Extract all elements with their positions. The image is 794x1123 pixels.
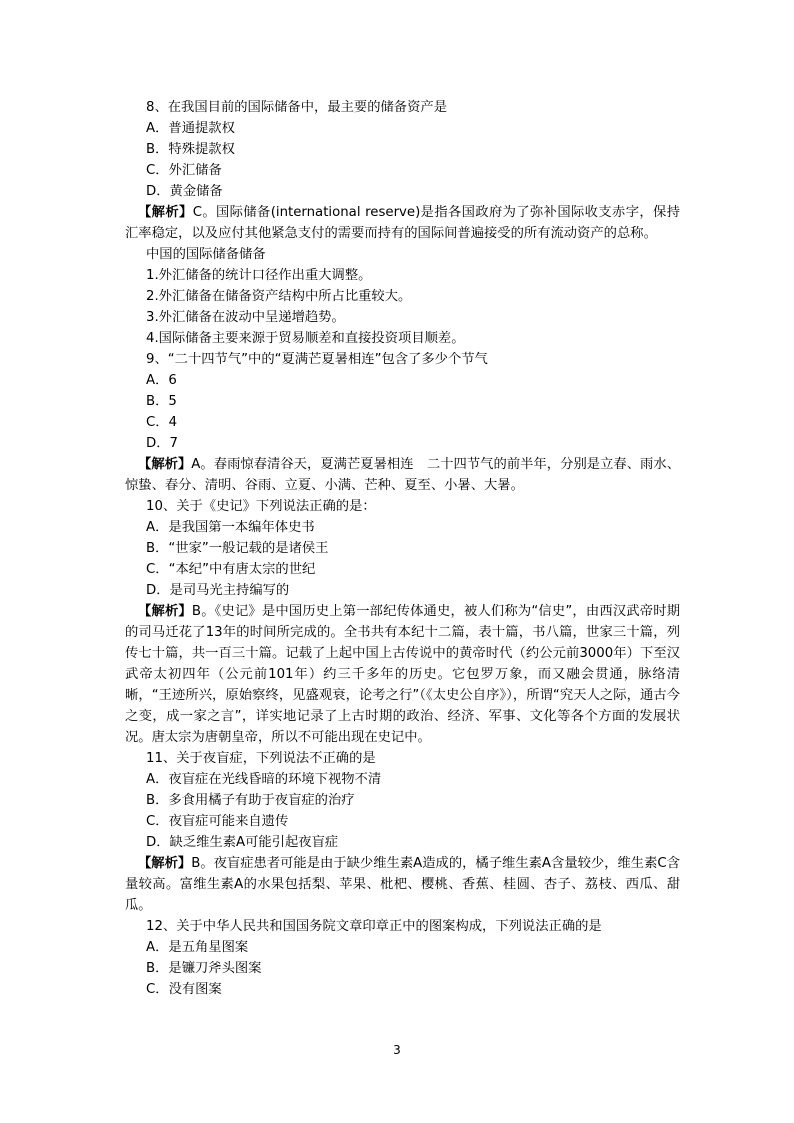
q8-extra-point-2: 2.外汇储备在储备资产结构中所占比重较大。 (146, 289, 412, 304)
q11-option-a: A．夜盲症在光线昏暗的环境下视物不清 (146, 772, 382, 787)
q9-option-b: B．5 (146, 394, 177, 409)
q8-extra-point-1: 1.外汇储备的统计口径作出重大调整。 (146, 268, 372, 283)
question-9: 9、“二十四节气”中的“夏满芒夏暑相连”包含了多少个节气 (146, 352, 488, 367)
q10-option-b: B．“世家”一般记载的是诸侯王 (146, 541, 329, 556)
q8-analysis-text: C。国际储备(international reserve)是指各国政府为了弥补国际收支赤字，保持汇率稳定，以及应付其他紧急支付的需要而持有的国际间普遍接受的所有流动资产的总称。 (125, 205, 680, 241)
q9-option-d: D．7 (146, 436, 178, 451)
q10-option-d: D．是司马光主持编写的 (146, 583, 290, 598)
q12-option-c: C．没有图案 (146, 982, 222, 997)
q10-analysis-text: B。《史记》是中国历史上第一部纪传体通史，被人们称为“信史”，由西汉武帝时期的司马迁花了13年的时间所完成的。全书共有本纪十二篇，表十篇，书八篇，世家三十篇，列传七十篇，共一百三十篇。记载了上起中国上古传说中的黄帝时代（约公元前3000年）下至汉武帝太初四年（公元前101年）约三千多年的历史。它包罗万象，而又融会贯通，脉络清晰，“王迹所兴，原始察终，见盛观衰，论考之行”（《太史公自序》），所谓“究天人之际，通古今之变，成一家之言”，详实地记录了上古时期的政治、经济、军事、文化等各个方面的发展状况。唐太宗为唐朝皇帝，所以不可能出现在史记中。 (125, 604, 681, 745)
page-number: 3 (393, 1043, 401, 1057)
q8-option-b: B．特殊提款权 (146, 142, 235, 157)
q10-option-a: A．是我国第一本编年体史书 (146, 520, 315, 535)
q8-extra-point-3: 3.外汇储备在波动中呈递增趋势。 (146, 310, 345, 325)
question-8: 8、在我国目前的国际储备中，最主要的储备资产是 (146, 100, 447, 115)
q8-option-c: C．外汇储备 (146, 163, 222, 178)
q8-option-d: D．黄金储备 (146, 184, 223, 199)
page-content (125, 97, 680, 1000)
q9-analysis (125, 454, 680, 496)
q12-option-b: B．是镰刀斧头图案 (146, 961, 262, 976)
q11-analysis (125, 853, 680, 916)
question-11: 11、关于夜盲症，下列说法不正确的是 (146, 751, 376, 766)
q8-analysis-label: 【解析】 (138, 205, 193, 220)
q11-option-d: D．缺乏维生素A可能引起夜盲症 (146, 835, 339, 850)
question-10: 10、关于《史记》下列说法正确的是： (146, 499, 376, 514)
q12-option-a: A．是五角星图案 (146, 940, 249, 955)
q9-option-c: C．4 (146, 415, 178, 430)
q11-option-c: C．夜盲症可能来自遗传 (146, 814, 289, 829)
q10-option-c: C．“本纪”中有唐太宗的世纪 (146, 562, 316, 577)
q11-analysis-label: 【解析】 (138, 856, 192, 871)
q8-option-a: A．普通提款权 (146, 121, 235, 136)
q9-analysis-label: 【解析】 (138, 457, 192, 472)
q10-analysis-label: 【解析】 (138, 604, 192, 619)
q8-extra-point-4: 4.国际储备主要来源于贸易顺差和直接投资项目顺差。 (146, 331, 465, 346)
q8-analysis (125, 202, 680, 244)
q9-option-a: A．6 (146, 373, 177, 388)
question-12: 12、关于中华人民共和国国务院文章印章正中的图案构成，下列说法正确的是 (146, 919, 602, 934)
q8-extra-title: 中国的国际储备储备 (146, 247, 266, 262)
q9-analysis-text: A。春雨惊春清谷天，夏满芒夏暑相连 二十四节气的前半年，分别是立春、雨水、惊蛰、春分、清明、谷雨、立夏、小满、芒种、夏至、小暑、大暑。 (125, 457, 680, 493)
q11-option-b: B．多食用橘子有助于夜盲症的治疗 (146, 793, 355, 808)
q11-analysis-text: B。夜盲症患者可能是由于缺少维生素A造成的，橘子维生素A含量较少，维生素C含量较高。富维生素A的水果包括梨、苹果、枇杷、樱桃、香蕉、桂圆、杏子、荔枝、西瓜、甜瓜。 (125, 856, 680, 913)
q10-analysis (125, 601, 680, 748)
